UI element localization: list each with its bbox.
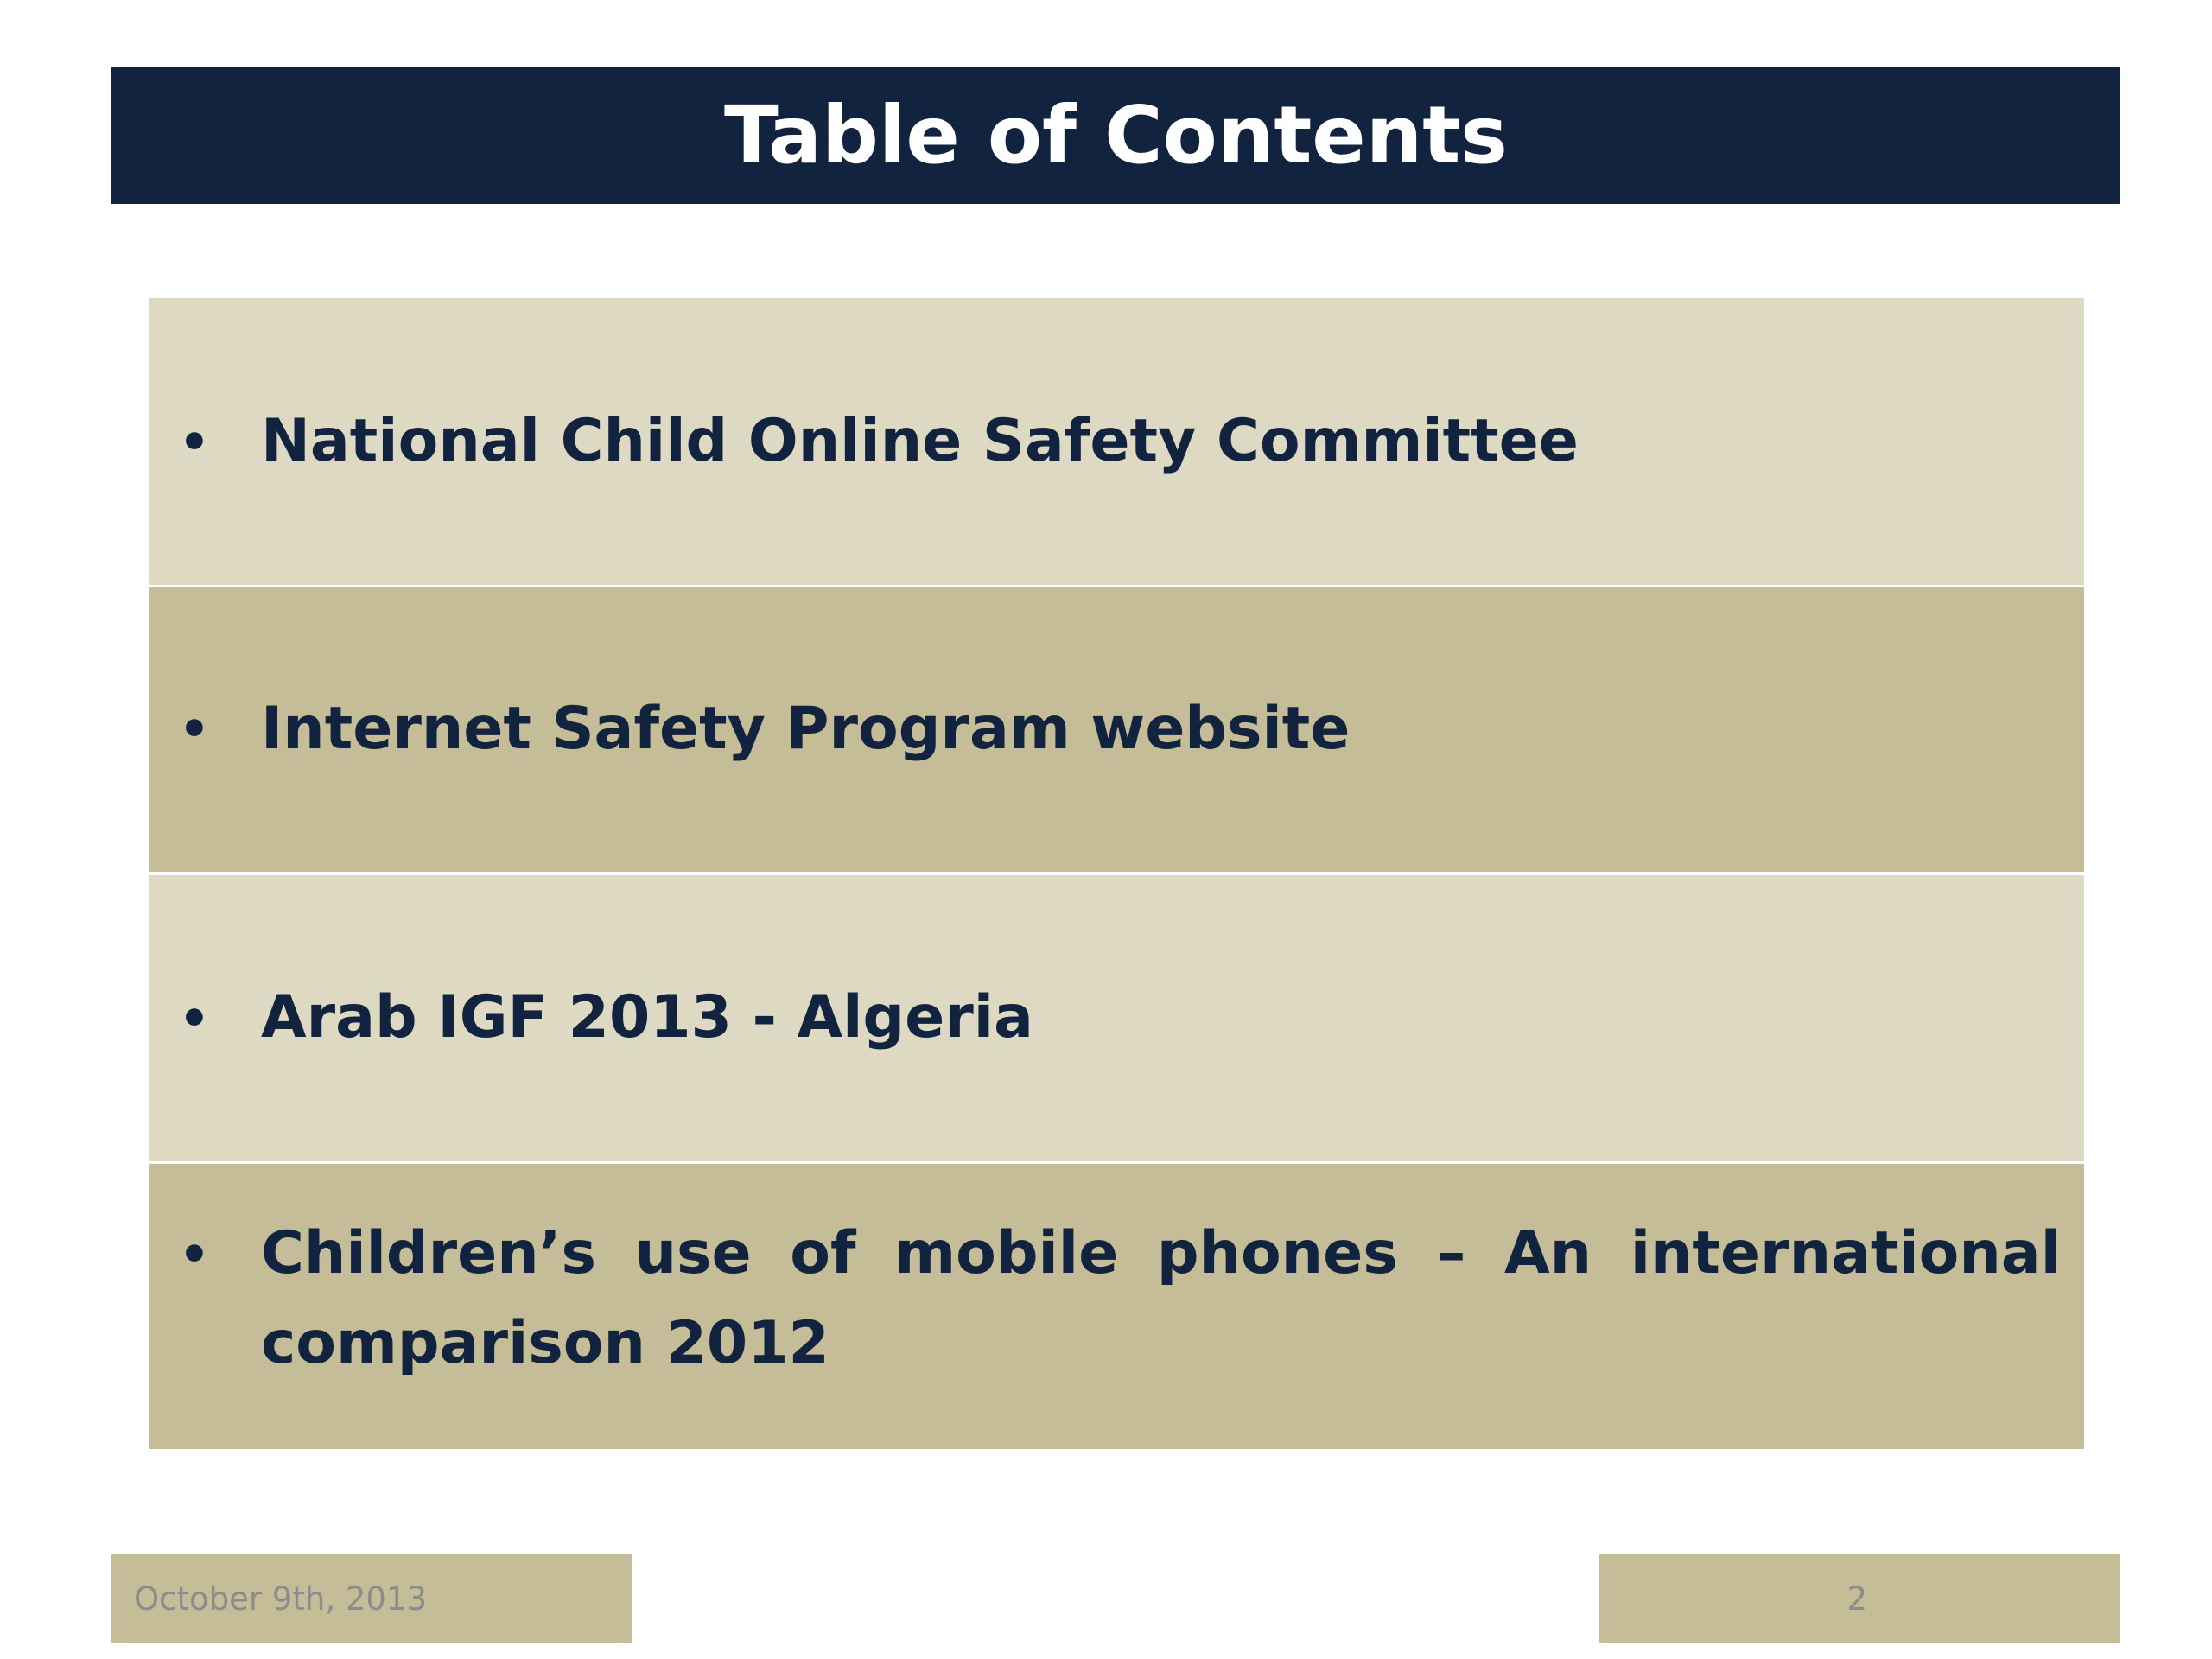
toc-item-label: Internet Safety Program website — [261, 695, 1351, 763]
footer-page-box — [1599, 1554, 2120, 1643]
toc-row-committee — [149, 298, 2084, 585]
footer-date: October 9th, 2013 — [134, 1580, 428, 1618]
toc-row-website — [149, 587, 2084, 872]
bullet-icon: • — [179, 702, 210, 758]
bullet-icon: • — [179, 1227, 210, 1283]
toc-row-arab-igf — [149, 875, 2084, 1161]
bullet-icon: • — [179, 991, 210, 1047]
toc-item-label: National Child Online Safety Committee — [261, 407, 1579, 475]
toc-item-label: Arab IGF 2013 - Algeria — [261, 983, 1033, 1052]
page-number: 2 — [1847, 1580, 1867, 1618]
title-bar — [111, 67, 2120, 204]
page-title: Table of Contents — [724, 88, 1508, 181]
footer-date-box — [111, 1554, 632, 1643]
bullet-icon: • — [179, 415, 210, 471]
toc-row-mobile-phones — [149, 1164, 2084, 1449]
toc-item-label: Children’s use of mobile phones – An international comparison 2012 — [261, 1219, 2061, 1377]
